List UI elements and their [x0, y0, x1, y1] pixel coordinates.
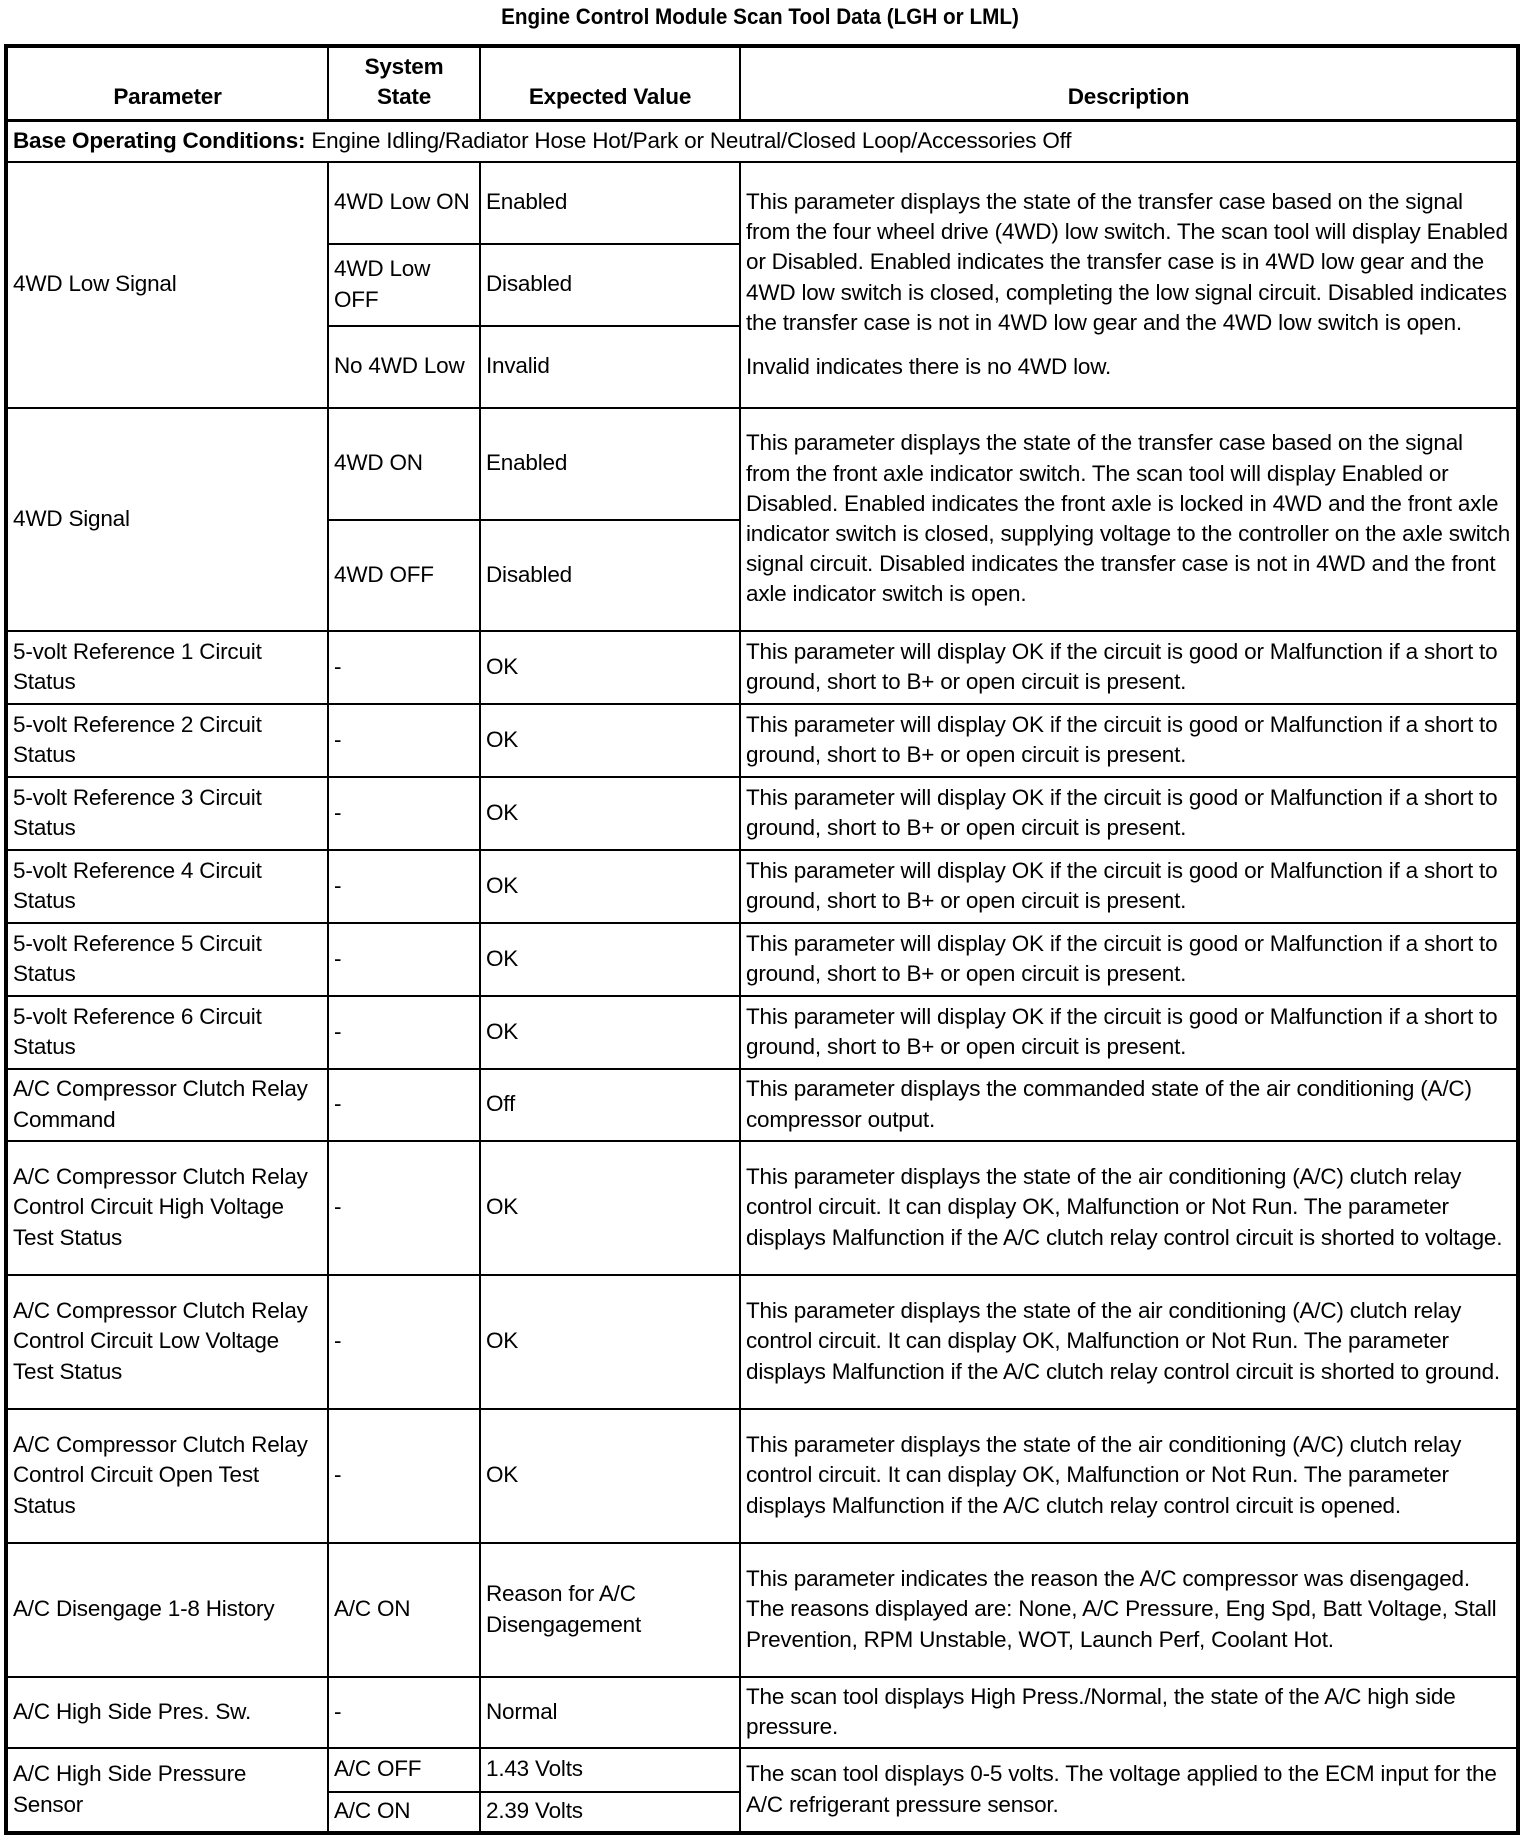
system-state-cell: -: [328, 1069, 480, 1141]
description-cell: [740, 162, 1518, 408]
system-state-cell: -: [328, 1275, 480, 1409]
table-row: [6, 1069, 1518, 1141]
expected-value-cell: OK: [480, 631, 740, 704]
expected-value-cell: OK: [480, 704, 740, 777]
expected-value-cell: OK: [480, 850, 740, 923]
header-description: Description: [740, 46, 1518, 120]
system-state-cell: A/C ON: [328, 1792, 480, 1833]
system-state-cell: -: [328, 1677, 480, 1748]
system-state-cell: -: [328, 1409, 480, 1543]
description-cell: The scan tool displays 0-5 volts. The voltage applied to the ECM input for the A/C refrigerant pressure sensor.: [740, 1748, 1518, 1833]
header-expected-value: Expected Value: [480, 46, 740, 120]
expected-value-cell: OK: [480, 1409, 740, 1543]
parameter-cell: A/C Compressor Clutch Relay Control Circuit Low Voltage Test Status: [6, 1275, 328, 1409]
parameter-cell: A/C Compressor Clutch Relay Command: [6, 1069, 328, 1141]
system-state-cell: -: [328, 996, 480, 1069]
parameter-cell: 4WD Low Signal: [6, 162, 328, 408]
parameter-cell: 5-volt Reference 1 Circuit Status: [6, 631, 328, 704]
parameter-cell: 5-volt Reference 4 Circuit Status: [6, 850, 328, 923]
table-row: [6, 1543, 1518, 1677]
description-text-secondary: Invalid indicates there is no 4WD low.: [746, 353, 1112, 379]
parameter-cell: A/C High Side Pres. Sw.: [6, 1677, 328, 1748]
description-cell: This parameter will display OK if the circuit is good or Malfunction if a short to ground, short to B+ or open circuit is present.: [740, 704, 1518, 777]
table-row: [6, 162, 1518, 244]
table-row: [6, 408, 1518, 520]
parameter-cell: A/C Compressor Clutch Relay Control Circuit Open Test Status: [6, 1409, 328, 1543]
table-row: [6, 631, 1518, 704]
base-conditions-label: Base Operating Conditions:: [13, 128, 306, 154]
description-cell: This parameter will display OK if the circuit is good or Malfunction if a short to ground, short to B+ or open circuit is present.: [740, 777, 1518, 850]
table-row: [6, 777, 1518, 850]
expected-value-cell: Invalid: [480, 326, 740, 408]
system-state-cell: A/C ON: [328, 1543, 480, 1677]
system-state-cell: 4WD OFF: [328, 520, 480, 631]
description-cell: This parameter will display OK if the circuit is good or Malfunction if a short to ground, short to B+ or open circuit is present.: [740, 850, 1518, 923]
description-cell: This parameter displays the state of the transfer case based on the signal from the front axle indicator switch. The scan tool will display Enabled or Disabled. Enabled indicates the front axle is locked in 4WD and the front axle indicator switch is closed, supplying voltage to the controller on the axle switch signal circuit. Disabled indicates the transfer case is not in 4WD and the front axle indicator switch is open.: [740, 408, 1518, 631]
base-conditions-text: Engine Idling/Radiator Hose Hot/Park or Neutral/Closed Loop/Accessories Off: [305, 128, 1072, 154]
system-state-cell: No 4WD Low: [328, 326, 480, 408]
expected-value-cell: OK: [480, 923, 740, 996]
expected-value-cell: Disabled: [480, 520, 740, 631]
system-state-cell: -: [328, 850, 480, 923]
system-state-cell: 4WD Low ON: [328, 162, 480, 244]
table-row: [6, 1275, 1518, 1409]
expected-value-cell: 2.39 Volts: [480, 1792, 740, 1833]
table-header-row: [6, 46, 1518, 120]
parameter-cell: 5-volt Reference 2 Circuit Status: [6, 704, 328, 777]
parameter-cell: A/C Disengage 1-8 History: [6, 1543, 328, 1677]
expected-value-cell: Reason for A/C Disengagement: [480, 1543, 740, 1677]
expected-value-cell: Off: [480, 1069, 740, 1141]
header-system-state: System State: [328, 46, 480, 120]
table-row: [6, 1409, 1518, 1543]
table-row: [6, 704, 1518, 777]
expected-value-cell: Enabled: [480, 408, 740, 520]
document-title: Engine Control Module Scan Tool Data (LGH or LML): [501, 4, 1019, 29]
system-state-cell: -: [328, 923, 480, 996]
parameter-cell: A/C High Side Pressure Sensor: [6, 1748, 328, 1833]
expected-value-cell: OK: [480, 777, 740, 850]
system-state-cell: A/C OFF: [328, 1748, 480, 1792]
expected-value-cell: Enabled: [480, 162, 740, 244]
parameter-cell: A/C Compressor Clutch Relay Control Circuit High Voltage Test Status: [6, 1141, 328, 1275]
system-state-cell: -: [328, 777, 480, 850]
base-conditions-row: [6, 120, 1518, 162]
description-cell: This parameter displays the state of the air conditioning (A/C) clutch relay control circuit. It can display OK, Malfunction or Not Run. The parameter displays Malfunction if the A/C clutch relay control circuit is opened.: [740, 1409, 1518, 1543]
table-row: [6, 1141, 1518, 1275]
base-conditions-cell: [6, 120, 1518, 162]
table-row: [6, 996, 1518, 1069]
parameter-cell: 5-volt Reference 3 Circuit Status: [6, 777, 328, 850]
parameter-cell: 5-volt Reference 5 Circuit Status: [6, 923, 328, 996]
description-cell: The scan tool displays High Press./Normal, the state of the A/C high side pressure.: [740, 1677, 1518, 1748]
expected-value-cell: OK: [480, 996, 740, 1069]
table-row: [6, 923, 1518, 996]
table-row: [6, 850, 1518, 923]
system-state-cell: -: [328, 704, 480, 777]
description-cell: This parameter displays the state of the air conditioning (A/C) clutch relay control circuit. It can display OK, Malfunction or Not Run. The parameter displays Malfunction if the A/C clutch relay control circuit is shorted to voltage.: [740, 1141, 1518, 1275]
description-cell: This parameter will display OK if the circuit is good or Malfunction if a short to ground, short to B+ or open circuit is present.: [740, 631, 1518, 704]
description-cell: This parameter displays the commanded state of the air conditioning (A/C) compressor output.: [740, 1069, 1518, 1141]
expected-value-cell: 1.43 Volts: [480, 1748, 740, 1792]
description-cell: This parameter will display OK if the circuit is good or Malfunction if a short to ground, short to B+ or open circuit is present.: [740, 923, 1518, 996]
expected-value-cell: OK: [480, 1275, 740, 1409]
parameter-cell: 4WD Signal: [6, 408, 328, 631]
system-state-cell: -: [328, 631, 480, 704]
description-text: This parameter displays the state of the transfer case based on the signal from the four wheel drive (4WD) low switch. The scan tool will display Enabled or Disabled. Enabled indicates the transfer case is in 4WD low gear and the 4WD low switch is closed, completing the low signal circuit. Disabled indicates the transfer case is not in 4WD low gear and the 4WD low switch is open.: [746, 188, 1508, 335]
description-cell: This parameter displays the state of the air conditioning (A/C) clutch relay control circuit. It can display OK, Malfunction or Not Run. The parameter displays Malfunction if the A/C clutch relay control circuit is shorted to ground.: [740, 1275, 1518, 1409]
table-row: [6, 1677, 1518, 1748]
description-cell: This parameter will display OK if the circuit is good or Malfunction if a short to ground, short to B+ or open circuit is present.: [740, 996, 1518, 1069]
header-parameter: Parameter: [6, 46, 328, 120]
expected-value-cell: Normal: [480, 1677, 740, 1748]
scan-tool-data-table: [4, 44, 1520, 1835]
description-cell: This parameter indicates the reason the A/C compressor was disengaged. The reasons displayed are: None, A/C Pressure, Eng Spd, Batt Voltage, Stall Prevention, RPM Unstable, WOT, Launch Perf, Coolant Hot.: [740, 1543, 1518, 1677]
system-state-cell: 4WD ON: [328, 408, 480, 520]
system-state-cell: -: [328, 1141, 480, 1275]
expected-value-cell: OK: [480, 1141, 740, 1275]
system-state-cell: 4WD Low OFF: [328, 244, 480, 326]
table-row: [6, 1748, 1518, 1792]
parameter-cell: 5-volt Reference 6 Circuit Status: [6, 996, 328, 1069]
expected-value-cell: Disabled: [480, 244, 740, 326]
